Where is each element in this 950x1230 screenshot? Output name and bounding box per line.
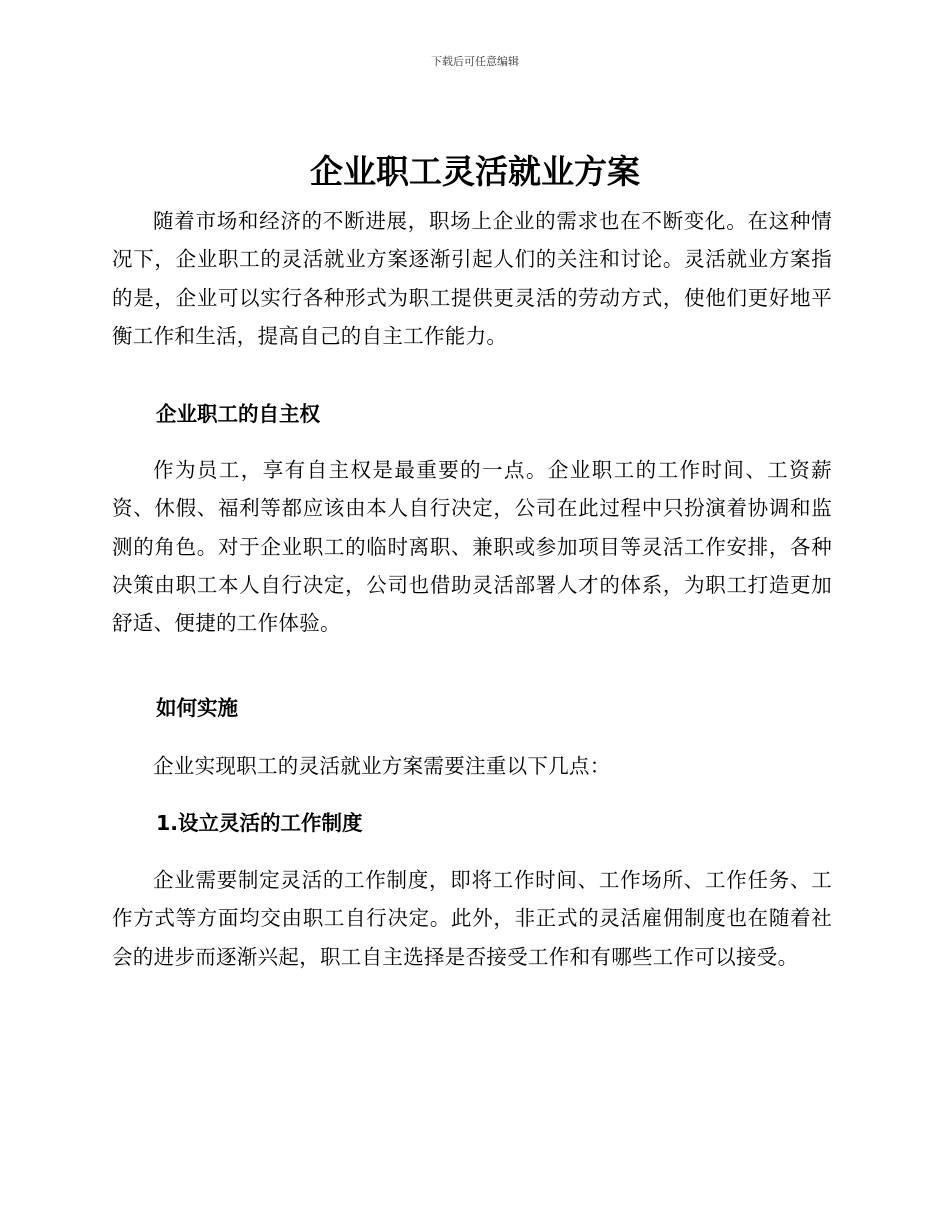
header-note: 下载后可任意编辑: [431, 55, 519, 68]
autonomy-paragraph: 作为员工，享有自主权是最重要的一点。企业职工的工作时间、工资薪资、休假、福利等都应该由本人自行决定，公司在此过程中只扮演着协调和监测的角色。对于企业职工的临时离职、兼职或参加项目等灵活工作安排，各种决策由职工本人自行决定，公司也借助灵活部署人才的体系，为职工打造更加舒适、便捷的工作体验。: [112, 458, 832, 636]
flexible-system-paragraph: 企业需要制定灵活的工作制度，即将工作时间、工作场所、工作任务、工作方式等方面均交由职工自行决定。此外，非正式的灵活雇佣制度也在随着社会的进步而逐渐兴起，职工自主选择是否接受工作和有哪些工作可以接受。: [112, 868, 832, 969]
section-heading-autonomy: 企业职工的自主权: [156, 402, 320, 426]
section-heading-implementation: 如何实施: [156, 696, 238, 720]
subsection-heading-flexible-system: 1.设立灵活的工作制度: [156, 811, 363, 835]
intro-paragraph: 随着市场和经济的不断进展，职场上企业的需求也在不断变化。在这种情况下，企业职工的灵活就业方案逐渐引起人们的关注和讨论。灵活就业方案指的是，企业可以实行各种形式为职工提供更灵活的劳动方式，使他们更好地平衡工作和生活，提高自己的自主工作能力。: [112, 209, 832, 348]
implementation-intro-paragraph: 企业实现职工的灵活就业方案需要注重以下几点：: [153, 754, 611, 778]
document-title: 企业职工灵活就业方案: [310, 152, 640, 191]
